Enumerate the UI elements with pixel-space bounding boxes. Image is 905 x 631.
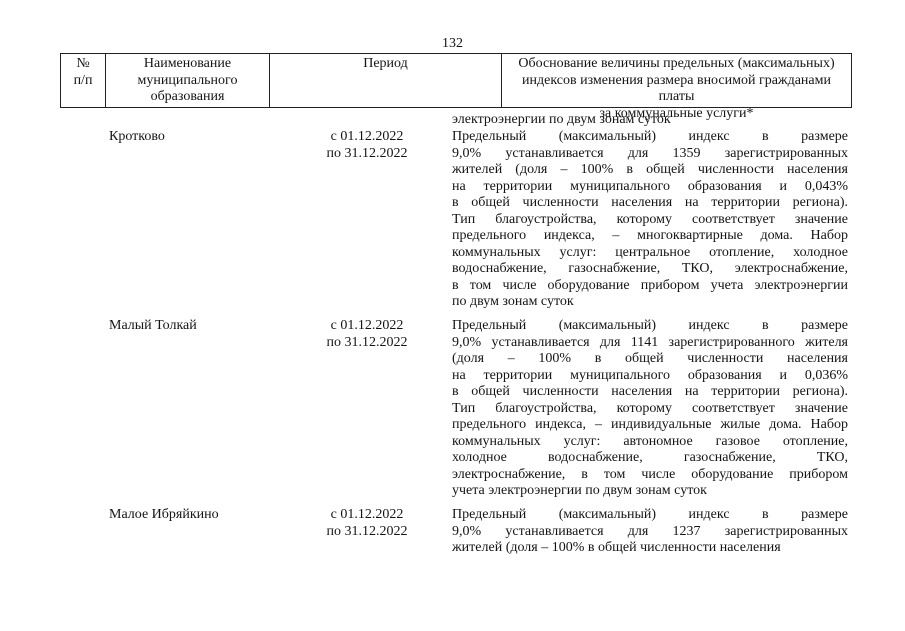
carryover-text: электроэнергии по двум зонам суток — [452, 112, 671, 127]
basis-line: учета электроэнергии по двум зонам суток — [452, 483, 707, 498]
period — [322, 318, 412, 351]
header-name-column — [106, 54, 270, 107]
basis-line: водоснабжение, газоснабжение, ТКО, электроснабжение, — [452, 261, 848, 276]
header-period-label: Период — [363, 56, 408, 71]
header-name-label: Наименование муниципального образования — [137, 56, 238, 104]
basis-line: в том числе оборудование прибором учета электроэнергии — [452, 277, 848, 293]
basis-line: в общей численности населения на территории региона). — [452, 195, 848, 210]
period-to: по 31.12.2022 — [326, 145, 408, 161]
basis-line: на территории муниципального образования и 0,036% — [452, 367, 848, 383]
basis-line: Тип благоустройства, которому соответствует значение — [452, 211, 848, 227]
basis-line: Тип благоустройства, которому соответствует значение — [452, 400, 848, 416]
header-number-column — [61, 54, 106, 107]
basis-line: (доля – 100% в общей численности населения — [452, 351, 848, 366]
period-from: с 01.12.2022 — [330, 318, 404, 333]
page-number: 132 — [442, 36, 463, 51]
basis-text — [452, 129, 848, 311]
basis-line: холодное водоснабжение, газоснабжение, ТКО, — [452, 450, 848, 465]
period-from: с 01.12.2022 — [330, 129, 404, 144]
basis-line: жителей (доля – 100% в общей численности населения — [452, 540, 781, 555]
basis-line: коммунальных услуг: автономное газовое отопление, — [452, 433, 848, 449]
municipality-name: Малое Ибряйкино — [109, 507, 219, 522]
basis-line: по двум зонам суток — [452, 294, 574, 309]
basis-line: 9,0% устанавливается для 1141 зарегистрированного жителя — [452, 334, 848, 350]
period-to: по 31.12.2022 — [326, 523, 408, 539]
basis-line: 9,0% устанавливается для 1359 зарегистрированных — [452, 145, 848, 161]
basis-line: Предельный (максимальный) индекс в размере — [452, 507, 848, 522]
header-basis-label: Обоснование величины предельных (максимальных) индексов изменения размера вносимой гражданами платы за коммунальные услуги* — [518, 56, 835, 121]
basis-line: предельного индекса, – индивидуальные жилые дома. Набор — [452, 417, 848, 432]
header-basis-column — [502, 54, 851, 121]
period — [322, 507, 412, 540]
period-from: с 01.12.2022 — [330, 507, 404, 522]
basis-line: Предельный (максимальный) индекс в размере — [452, 318, 848, 333]
header-number-label: № п/п — [73, 56, 93, 88]
period-to: по 31.12.2022 — [326, 334, 408, 350]
header-period-column — [270, 54, 502, 107]
basis-line: 9,0% устанавливается для 1237 зарегистрированных — [452, 523, 848, 539]
municipality-name: Кротково — [109, 129, 165, 144]
basis-line: предельного индекса, – многоквартирные дома. Набор — [452, 228, 848, 243]
basis-line: электроснабжение, в том числе оборудование прибором — [452, 466, 848, 482]
basis-line: Предельный (максимальный) индекс в размере — [452, 129, 848, 144]
basis-text — [452, 507, 848, 557]
municipality-name: Малый Толкай — [109, 318, 197, 333]
basis-line: коммунальных услуг: центральное отопление, холодное — [452, 244, 848, 260]
basis-line: жителей (доля – 100% в общей численности населения — [452, 162, 848, 177]
basis-line: на территории муниципального образования и 0,043% — [452, 178, 848, 194]
basis-line: в общей численности населения на территории региона). — [452, 384, 848, 399]
basis-text — [452, 318, 848, 500]
period — [322, 129, 412, 162]
